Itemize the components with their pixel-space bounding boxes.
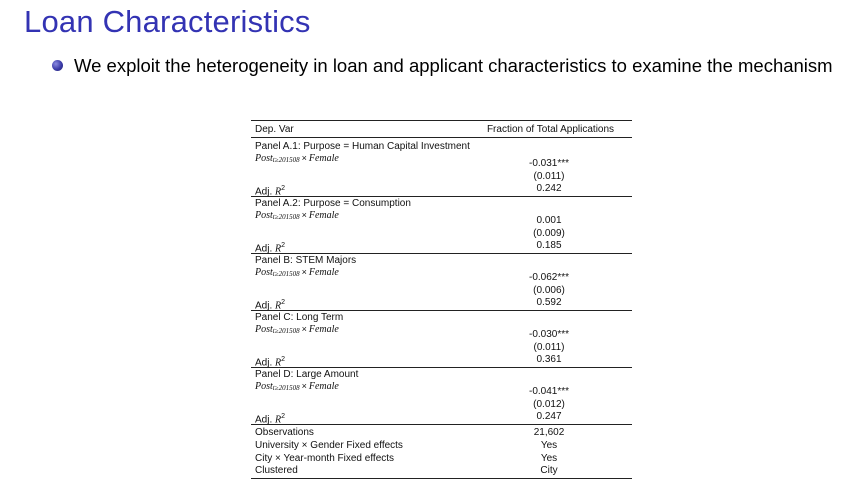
footer-value: Yes (540, 452, 558, 464)
footer-value: Yes (540, 439, 558, 451)
coef-row (251, 380, 632, 397)
r-symbol: R (275, 357, 282, 369)
coef-row (251, 152, 632, 169)
adj-label-text: Adj. (255, 357, 276, 369)
panel-title: Panel A.1: Purpose = Human Capital Investment (255, 141, 470, 152)
adj-label-text: Adj. (255, 243, 276, 255)
panel-title: Panel D: Large Amount (255, 369, 359, 380)
adj-r2-value: 0.185 (536, 240, 562, 251)
term-female: Female (308, 153, 339, 164)
header-fraction: Fraction of Total Applications (486, 124, 615, 135)
interaction-term (255, 266, 339, 281)
r-symbol: R (275, 414, 282, 426)
term-post: Post (255, 210, 273, 221)
term-post: Post (255, 324, 273, 335)
term-post: Post (255, 153, 273, 164)
footer-label: Observations (255, 427, 314, 438)
adj-r2-row (251, 296, 632, 312)
term-female: Female (308, 267, 339, 278)
header-dep-var: Dep. Var (255, 124, 294, 135)
standard-error-value: (0.011) (533, 171, 565, 182)
term-female: Female (308, 210, 339, 221)
adj-r2-value: 0.361 (536, 354, 562, 365)
term-female: Female (308, 381, 339, 392)
adj-r2-value: 0.242 (536, 183, 562, 194)
interaction-term (255, 380, 339, 395)
adj-label-text: Adj. (255, 414, 276, 426)
r-superscript: 2 (281, 413, 286, 420)
term-subscript: t≥201508 (272, 327, 300, 335)
r-superscript: 2 (281, 242, 286, 249)
r-superscript: 2 (281, 185, 286, 192)
adj-label-text: Adj. (255, 186, 276, 198)
term-female: Female (308, 324, 339, 335)
bullet-text: We exploit the heterogeneity in loan and applicant characteristics to examine the mechanism (74, 55, 833, 76)
footer-label: Clustered (255, 465, 298, 477)
r-superscript: 2 (281, 356, 286, 363)
footer-label: University × Gender Fixed effects (255, 439, 403, 451)
interaction-term (255, 209, 339, 224)
coefficient-value: 0.001 (536, 215, 562, 226)
term-subscript: t≥201508 (272, 384, 300, 392)
standard-error-value: (0.006) (533, 285, 565, 296)
term-times: × (301, 324, 307, 334)
bullet-dot-icon (52, 60, 63, 71)
r-symbol: R (275, 186, 282, 198)
footer-row (251, 464, 632, 477)
footer-value: City (540, 465, 558, 477)
adj-r2-row (251, 239, 632, 255)
footer-row (251, 452, 632, 465)
adj-r2-value: 0.247 (536, 411, 562, 422)
coefficient-value: -0.041*** (528, 386, 570, 397)
coefficient-value: -0.062*** (528, 272, 570, 283)
adj-label-text: Adj. (255, 300, 276, 312)
panel-separator-rule (251, 424, 632, 425)
coef-row (251, 209, 632, 226)
footer-label: City × Year-month Fixed effects (255, 452, 395, 464)
r-symbol: R (275, 243, 282, 255)
coef-row (251, 266, 632, 283)
term-post: Post (255, 267, 273, 278)
term-times: × (301, 210, 307, 220)
term-times: × (301, 381, 307, 391)
slide-title: Loan Characteristics (24, 4, 311, 39)
table-bottom-rule (251, 478, 632, 479)
r-superscript: 2 (281, 299, 286, 306)
panel-title: Panel A.2: Purpose = Consumption (255, 198, 411, 209)
standard-error-value: (0.012) (533, 399, 565, 410)
table-header-row (251, 123, 632, 136)
interaction-term (255, 323, 339, 338)
footer-value: 21,602 (533, 427, 565, 438)
term-times: × (301, 267, 307, 277)
footer-row (251, 426, 632, 439)
standard-error-value: (0.009) (533, 228, 565, 239)
footer-row (251, 439, 632, 452)
term-subscript: t≥201508 (272, 270, 300, 278)
table-top-rule (251, 120, 632, 121)
r-symbol: R (275, 300, 282, 312)
table-header-rule (251, 137, 632, 138)
panel-title: Panel B: STEM Majors (255, 255, 357, 266)
coefficient-value: -0.030*** (528, 329, 570, 340)
term-times: × (301, 153, 307, 163)
adj-r2-row (251, 353, 632, 369)
adj-r2-value: 0.592 (536, 297, 562, 308)
term-post: Post (255, 381, 273, 392)
panel-title: Panel C: Long Term (255, 312, 344, 323)
standard-error-value: (0.011) (533, 342, 565, 353)
term-subscript: t≥201508 (272, 156, 300, 164)
adj-r2-row (251, 182, 632, 198)
adj-r2-row (251, 410, 632, 426)
term-subscript: t≥201508 (272, 213, 300, 221)
coef-row (251, 323, 632, 340)
coefficient-value: -0.031*** (528, 158, 570, 169)
interaction-term (255, 152, 339, 167)
